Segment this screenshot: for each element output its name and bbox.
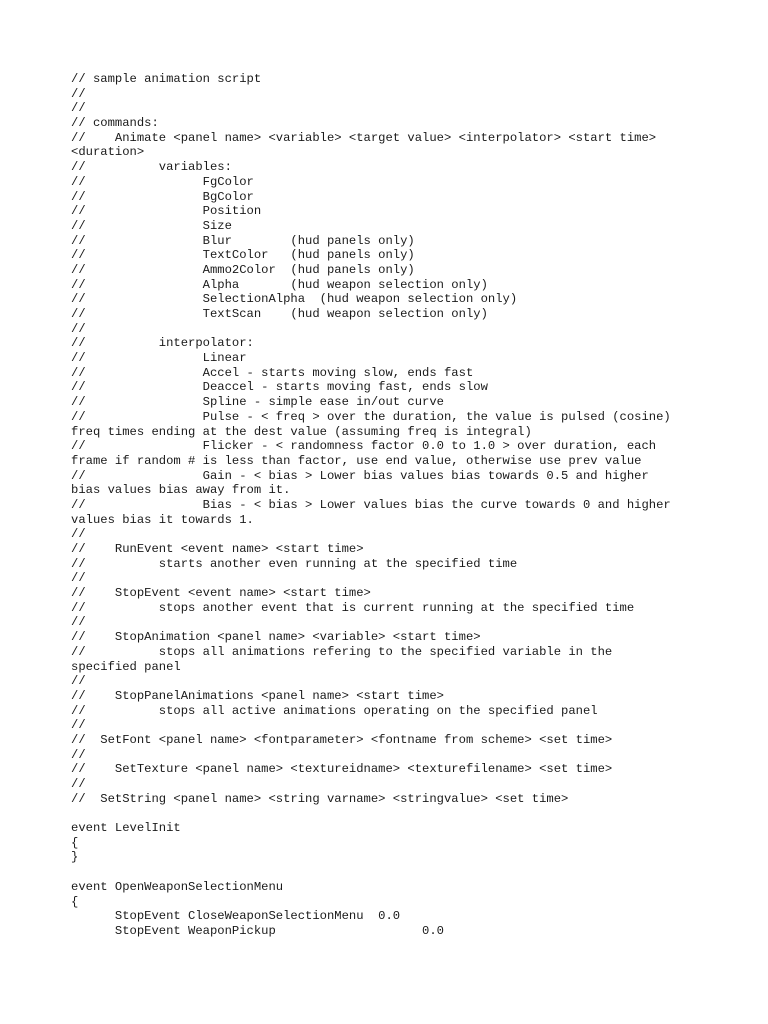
code-line: // BgColor <box>71 189 254 204</box>
code-line: // Alpha (hud weapon selection only) <box>71 277 488 292</box>
code-line: // Spline - simple ease in/out curve <box>71 395 444 410</box>
code-line: StopEvent WeaponPickup 0.0 <box>71 923 444 938</box>
code-line: specified panel <box>71 659 181 674</box>
code-line: // <box>71 86 86 101</box>
code-line: // stops another event that is current running at the specified time <box>71 600 635 615</box>
code-line <box>71 865 721 880</box>
code-line: // SetString <panel name> <string varname> <stringvalue> <set time> <box>71 791 569 806</box>
code-line: // variables: <box>71 160 232 175</box>
code-line: // stops all active animations operating on the specified panel <box>71 703 598 718</box>
code-line: // starts another even running at the specified time <box>71 556 518 571</box>
code-line: // stops all animations refering to the specified variable in the <box>71 644 613 659</box>
code-line: // <box>71 615 86 630</box>
code-line: // StopPanelAnimations <panel name> <start time> <box>71 688 444 703</box>
code-line: // RunEvent <event name> <start time> <box>71 542 364 556</box>
code-line: // <box>71 321 86 336</box>
code-line: // commands: <box>71 116 159 131</box>
code-line: // <box>71 747 86 762</box>
code-line: // <box>71 674 86 689</box>
code-line: // <box>71 718 86 733</box>
code-line <box>71 806 721 821</box>
code-line: freq times ending at the dest value (assuming freq is integral) <box>71 424 532 439</box>
code-line: // Accel - starts moving slow, ends fast <box>71 365 474 380</box>
code-line: // Deaccel - starts moving fast, ends slow <box>71 380 488 395</box>
code-line: event LevelInit <box>71 821 181 836</box>
code-line: // Size <box>71 218 232 233</box>
code-line: // <box>71 571 86 586</box>
code-line: // Ammo2Color (hud panels only) <box>71 262 415 277</box>
code-line: } <box>71 850 79 865</box>
code-line: // TextColor (hud panels only) <box>71 248 415 263</box>
code-line: // interpolator: <box>71 336 254 351</box>
code-line: bias values bias away from it. <box>71 483 291 498</box>
code-line: { <box>71 894 79 909</box>
code-line: // Gain - < bias > Lower bias values bias towards 0.5 and higher <box>71 468 649 483</box>
code-line: // StopAnimation <panel name> <variable> <start time> <box>71 630 481 645</box>
code-line: // Linear <box>71 351 247 366</box>
code-line: // sample animation script <box>71 72 262 86</box>
code-line: { <box>71 835 79 850</box>
code-line: // SetTexture <panel name> <textureidname> <texturefilename> <set time> <box>71 762 613 777</box>
code-line: // SetFont <panel name> <fontparameter> <fontname from scheme> <set time> <box>71 732 613 747</box>
code-line: values bias it towards 1. <box>71 512 254 527</box>
code-line: // Position <box>71 204 262 219</box>
code-line: StopEvent CloseWeaponSelectionMenu 0.0 <box>71 909 401 924</box>
code-line: // StopEvent <event name> <start time> <box>71 586 371 601</box>
code-line: frame if random # is less than factor, use end value, otherwise use prev value <box>71 453 642 468</box>
code-line: // FgColor <box>71 174 254 189</box>
code-line: // Flicker - < randomness factor 0.0 to 1.0 > over duration, each <box>71 439 657 454</box>
code-line: // <box>71 527 86 542</box>
script-code-block <box>71 72 721 939</box>
code-line: // <box>71 777 86 791</box>
code-line: event OpenWeaponSelectionMenu <box>71 879 284 894</box>
code-line: // Blur (hud panels only) <box>71 233 415 248</box>
code-line: // <box>71 101 86 116</box>
code-line: // Bias - < bias > Lower values bias the curve towards 0 and higher <box>71 497 671 512</box>
code-line: // SelectionAlpha (hud weapon selection only) <box>71 292 518 307</box>
code-line: // Pulse - < freq > over the duration, the value is pulsed (cosine) <box>71 409 671 424</box>
code-line: <duration> <box>71 145 145 160</box>
code-line: // Animate <panel name> <variable> <target value> <interpolator> <start time> <box>71 130 657 145</box>
code-line: // TextScan (hud weapon selection only) <box>71 307 488 321</box>
